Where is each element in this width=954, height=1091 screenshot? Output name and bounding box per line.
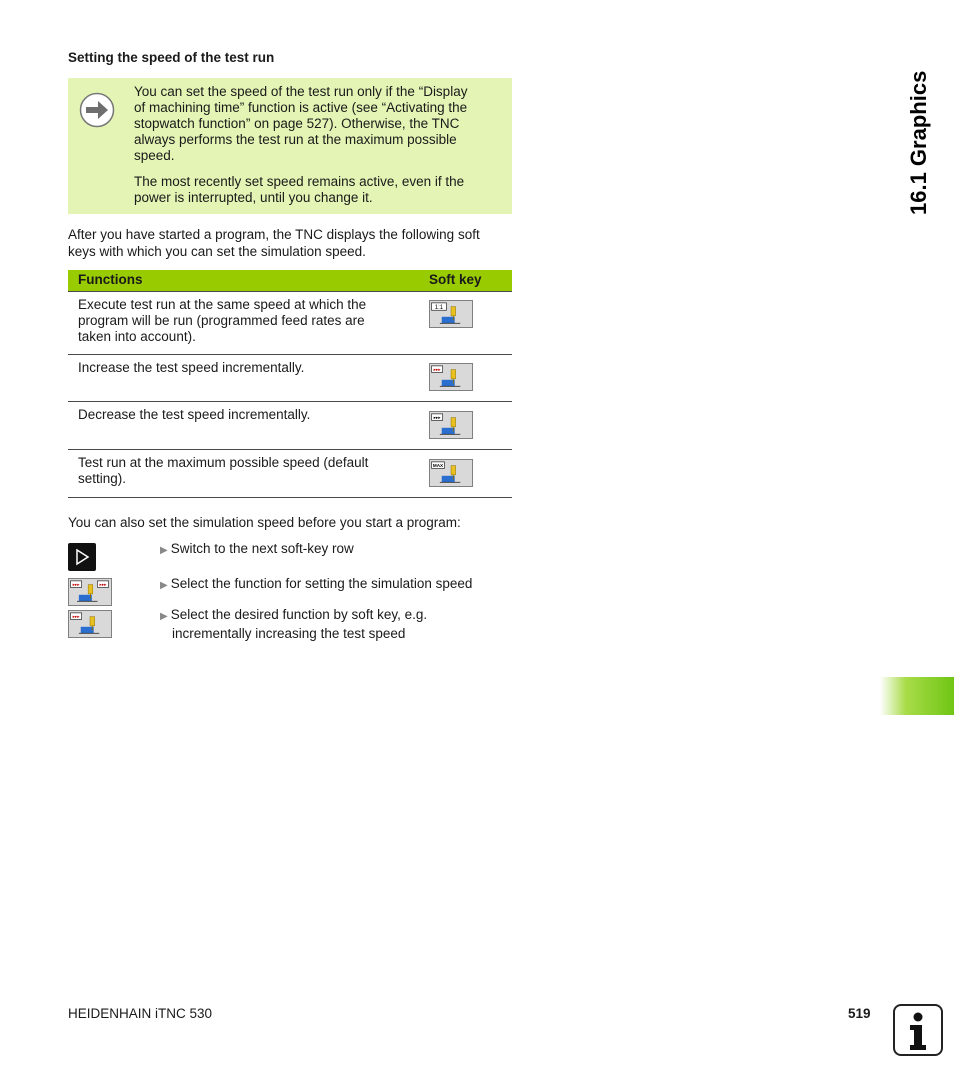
table-row-function bbox=[78, 360, 408, 376]
decrease-speed-softkey[interactable] bbox=[429, 411, 473, 439]
table-header bbox=[68, 270, 512, 291]
step-text: Select the function for setting the simulation speed bbox=[170, 576, 473, 591]
intro-line: After you have started a program, the TNC displays the following soft bbox=[68, 227, 480, 242]
softkey-label: ▸▸▸ bbox=[99, 583, 107, 589]
cell-line: Test run at the maximum possible speed (default bbox=[78, 455, 369, 470]
softkey-label: ▸▸▸ bbox=[72, 615, 80, 621]
play-triangle-icon bbox=[68, 543, 96, 571]
section-title: 16.1 Graphics bbox=[906, 70, 931, 215]
step-item bbox=[160, 606, 520, 642]
bullet-triangle-icon: ▶ bbox=[160, 545, 168, 556]
step-item bbox=[160, 575, 520, 594]
chapter-tab-marker bbox=[880, 677, 954, 715]
section-heading: Setting the speed of the test run bbox=[68, 50, 275, 65]
page-number: 519 bbox=[848, 1006, 871, 1021]
note-line: speed. bbox=[134, 148, 175, 163]
cell-line: setting). bbox=[78, 471, 127, 486]
column-header-functions: Functions bbox=[78, 272, 143, 287]
row-divider bbox=[68, 291, 512, 292]
softkey-label: 1:1 bbox=[434, 304, 444, 311]
row-divider bbox=[68, 354, 512, 355]
row-divider bbox=[68, 497, 512, 498]
table-row-function bbox=[78, 407, 408, 423]
row-divider bbox=[68, 401, 512, 402]
note-line: of machining time” function is active (see “Activating the bbox=[134, 100, 468, 115]
note-line: power is interrupted, until you change it. bbox=[134, 190, 373, 205]
same-speed-softkey[interactable] bbox=[429, 300, 473, 328]
bullet-triangle-icon: ▶ bbox=[160, 611, 168, 622]
softkey-label: ▸▸▸ bbox=[72, 583, 80, 589]
next-softkey-row-key[interactable] bbox=[68, 543, 96, 571]
softkey-label: MAX bbox=[432, 463, 444, 469]
section-title-vertical bbox=[895, 60, 954, 220]
also-paragraph: You can also set the simulation speed before you start a program: bbox=[68, 515, 461, 530]
arrow-right-icon bbox=[79, 92, 115, 128]
step-text: incrementally increasing the test speed bbox=[172, 626, 406, 641]
intro-paragraph bbox=[68, 226, 513, 260]
note-line: stopwatch function” on page 527). Otherwise, the TNC bbox=[134, 116, 460, 131]
softkey-label: ▸▸▸ bbox=[433, 368, 441, 374]
intro-line: keys with which you can set the simulation speed. bbox=[68, 244, 366, 259]
cell-line: Execute test run at the same speed at which the bbox=[78, 297, 367, 312]
step-text: Select the desired function by soft key, e.g. bbox=[170, 607, 428, 622]
note-paragraph-2 bbox=[134, 174, 504, 206]
footer-product: HEIDENHAIN iTNC 530 bbox=[68, 1006, 213, 1021]
row-divider bbox=[68, 449, 512, 450]
table-row-function bbox=[78, 455, 408, 487]
step-item bbox=[160, 540, 520, 559]
note-line: The most recently set speed remains active, even if the bbox=[134, 174, 465, 189]
step-text: Switch to the next soft-key row bbox=[170, 541, 354, 556]
table-row-function bbox=[78, 297, 408, 345]
cell-line: taken into account). bbox=[78, 329, 196, 344]
bullet-triangle-icon: ▶ bbox=[160, 580, 168, 591]
cell-line: program will be run (programmed feed rates are bbox=[78, 313, 365, 328]
simulation-speed-softkey[interactable] bbox=[68, 578, 112, 606]
column-header-softkey: Soft key bbox=[429, 272, 482, 287]
softkey-label: ▸▸▸ bbox=[433, 416, 441, 422]
note-line: always performs the test run at the maximum possible bbox=[134, 132, 457, 147]
increase-speed-softkey[interactable] bbox=[429, 363, 473, 391]
info-icon bbox=[893, 1004, 943, 1056]
increase-speed-softkey[interactable] bbox=[68, 610, 112, 638]
cell-line: Increase the test speed incrementally. bbox=[78, 360, 305, 375]
note-paragraph-1 bbox=[134, 84, 504, 164]
max-speed-softkey[interactable] bbox=[429, 459, 473, 487]
note-line: You can set the speed of the test run only if the “Display bbox=[134, 84, 468, 99]
cell-line: Decrease the test speed incrementally. bbox=[78, 407, 311, 422]
